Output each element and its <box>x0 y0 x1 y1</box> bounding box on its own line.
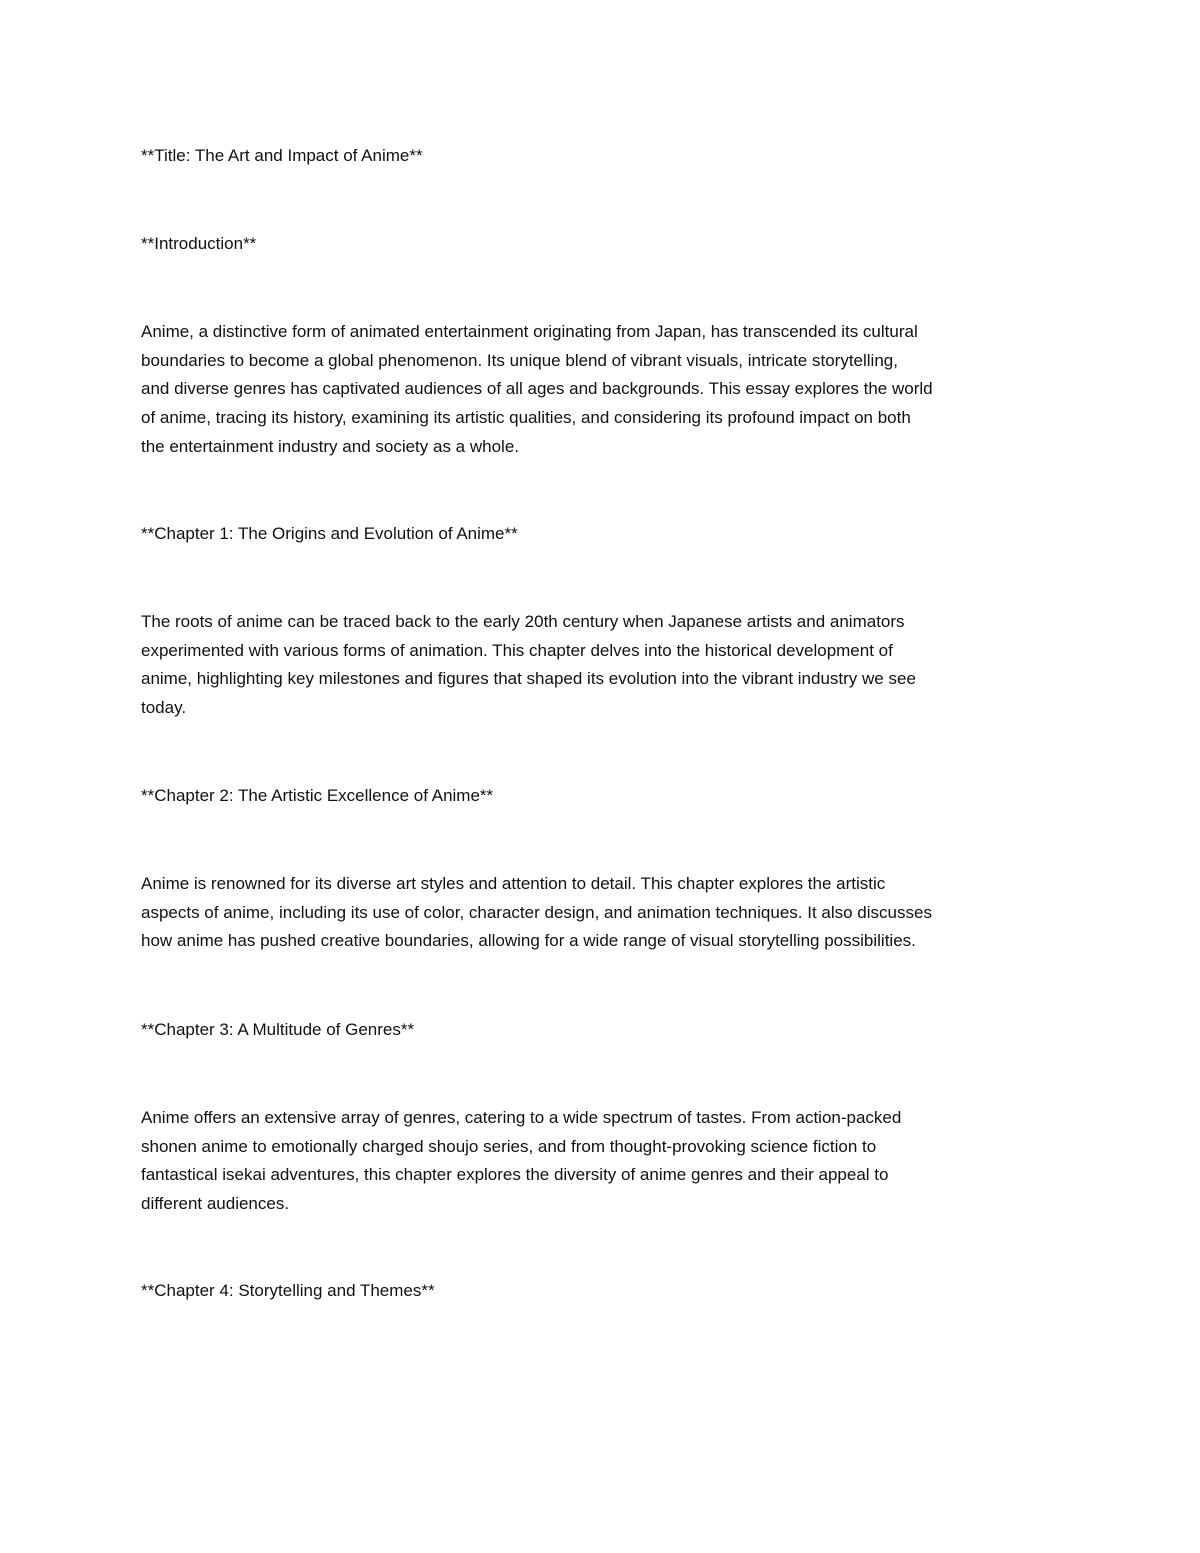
paragraph-line: experimented with various forms of animation. This chapter delves into the historical development of <box>141 640 893 660</box>
document-title: **Title: The Art and Impact of Anime** <box>141 146 423 165</box>
paragraph-introduction <box>141 318 1056 462</box>
section-heading-chapter-4: **Chapter 4: Storytelling and Themes** <box>141 1281 435 1300</box>
section-heading-chapter-2: **Chapter 2: The Artistic Excellence of Anime** <box>141 786 494 805</box>
paragraph-line: Anime is renowned for its diverse art styles and attention to detail. This chapter explores the artistic <box>141 874 886 893</box>
paragraph-line: The roots of anime can be traced back to the early 20th century when Japanese artists and animators <box>141 612 905 631</box>
paragraph-line: anime, highlighting key milestones and figures that shaped its evolution into the vibrant industry we see <box>141 669 916 689</box>
paragraph-line: fantastical isekai adventures, this chapter explores the diversity of anime genres and their appeal to <box>141 1165 889 1185</box>
paragraph-line: how anime has pushed creative boundaries, allowing for a wide range of visual storytelling possibilities. <box>141 931 916 951</box>
paragraph-line: of anime, tracing its history, examining its artistic qualities, and considering its profound impact on both <box>141 408 911 428</box>
paragraph-line: Anime, a distinctive form of animated entertainment originating from Japan, has transcended its cultural <box>141 322 918 341</box>
section-heading-chapter-3: **Chapter 3: A Multitude of Genres** <box>141 1020 415 1039</box>
paragraph-line: different audiences. <box>141 1194 290 1214</box>
paragraph-chapter-3 <box>141 1104 1056 1219</box>
paragraph-line: and diverse genres has captivated audiences of all ages and backgrounds. This essay explores the world <box>141 379 933 399</box>
paragraph-chapter-1 <box>141 608 1056 723</box>
paragraph-line: boundaries to become a global phenomenon. Its unique blend of vibrant visuals, intricate storytelling, <box>141 350 898 370</box>
paragraph-line: shonen anime to emotionally charged shoujo series, and from thought-provoking science fiction to <box>141 1136 877 1156</box>
section-heading-introduction: **Introduction** <box>141 234 257 253</box>
paragraph-line: today. <box>141 698 187 718</box>
paragraph-chapter-2 <box>141 870 1056 956</box>
paragraph-line: aspects of anime, including its use of color, character design, and animation techniques. It also discusses <box>141 902 932 922</box>
paragraph-line: Anime offers an extensive array of genres, catering to a wide spectrum of tastes. From action-packed <box>141 1108 902 1127</box>
section-heading-chapter-1: **Chapter 1: The Origins and Evolution of Anime** <box>141 524 518 543</box>
paragraph-line: the entertainment industry and society as a whole. <box>141 436 519 456</box>
